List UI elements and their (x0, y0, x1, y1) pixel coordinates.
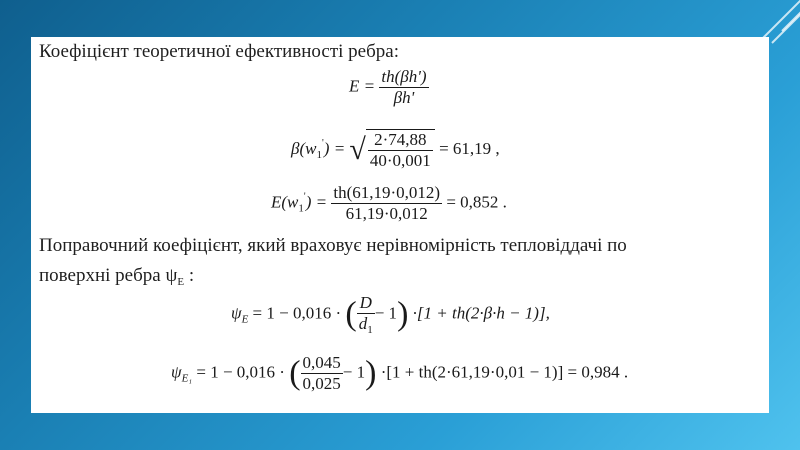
equation-psi-den-sub: 1 (367, 324, 373, 336)
equation-psi1-denominator: 0,025 (302, 374, 341, 393)
equation-psi1-fraction (301, 353, 343, 394)
equation-e-lhs: E = (349, 76, 376, 96)
equation-psi-fraction (357, 293, 375, 336)
equation-e-numerator: th(βh') (381, 67, 427, 86)
equation-beta-lhs-sup: ' (321, 137, 324, 149)
equation-psi-numerator: D (357, 293, 375, 314)
equation-psi-mid: − 1 (374, 303, 398, 323)
equation-ew-rhs: = 0,852 . (446, 192, 507, 212)
equation-beta-lhs-sub: 1 (316, 148, 322, 161)
equation-ew-lhs-sup: ' (303, 191, 306, 203)
equation-e-denominator: βh' (393, 88, 415, 107)
equation-ew-numerator: th(61,19·0,012) (333, 183, 441, 202)
equation-psi-lhs-sub: E (241, 313, 249, 326)
equation-beta-radicand (366, 129, 435, 171)
equation-beta-lhs-b: ) = (323, 138, 346, 158)
equation-psi1-mid: − 1 (342, 362, 366, 382)
equation-psi-tail: ·[1 + th(2·β·h − 1)], (412, 303, 550, 323)
equation-beta-denominator: 40·0,001 (369, 151, 431, 170)
equation-beta-rhs: = 61,19 , (439, 138, 500, 158)
equation-beta-lhs-a: β(w (291, 138, 317, 158)
left-paren-2: ( (289, 354, 301, 392)
equation-ew-lhs-b: ) = (305, 192, 328, 212)
right-paren-2: ) (365, 354, 377, 392)
paragraph-tail-sub: E (177, 276, 185, 288)
equation-e (349, 67, 429, 108)
equation-ew-lhs-a: E(w (271, 192, 299, 212)
slide-content (31, 37, 769, 413)
equation-psi-eq: = 1 − 0,016 · (252, 303, 342, 323)
equation-psi1-numerator: 0,045 (302, 353, 341, 372)
paragraph-tail-text: поверхні ребра ψ (39, 265, 178, 286)
equation-psi (231, 293, 550, 336)
equation-psi1-eq: = 1 − 0,016 · (196, 362, 285, 382)
heading-line: Коефіцієнт теоретичної ефективності ребра: (39, 41, 399, 62)
paragraph-tail (39, 265, 194, 293)
equation-psi1-lhs: ψ (171, 362, 182, 382)
paragraph-tail-end: : (188, 265, 195, 286)
equation-psi-den-text: d (358, 314, 368, 333)
equation-ew-fraction (331, 183, 442, 224)
paragraph-main: Поправочний коефіцієнт, який враховує нерівномірність тепловіддачі по (39, 235, 627, 256)
equation-psi1-tail: ·[1 + th(2·61,19·0,01 − 1)] = 0,984 . (380, 362, 629, 382)
corner-decoration (740, 0, 800, 40)
left-paren: ( (345, 295, 357, 333)
equation-beta-fraction (368, 130, 433, 171)
equation-psi1 (171, 353, 628, 394)
equation-ew-lhs-sub: 1 (298, 202, 304, 215)
equation-e-fraction (379, 67, 428, 108)
equation-psi-lhs: ψ (231, 303, 242, 323)
equation-beta (291, 129, 500, 171)
right-paren: ) (397, 295, 409, 333)
equation-psi-denominator (357, 314, 375, 336)
sqrt-sign: √ (349, 133, 366, 166)
equation-psi1-lhs-sub: E₁ (181, 372, 193, 385)
equation-ew (271, 183, 507, 224)
equation-ew-denominator: 61,19·0,012 (345, 204, 428, 223)
equation-beta-numerator: 2·74,88 (368, 130, 433, 151)
